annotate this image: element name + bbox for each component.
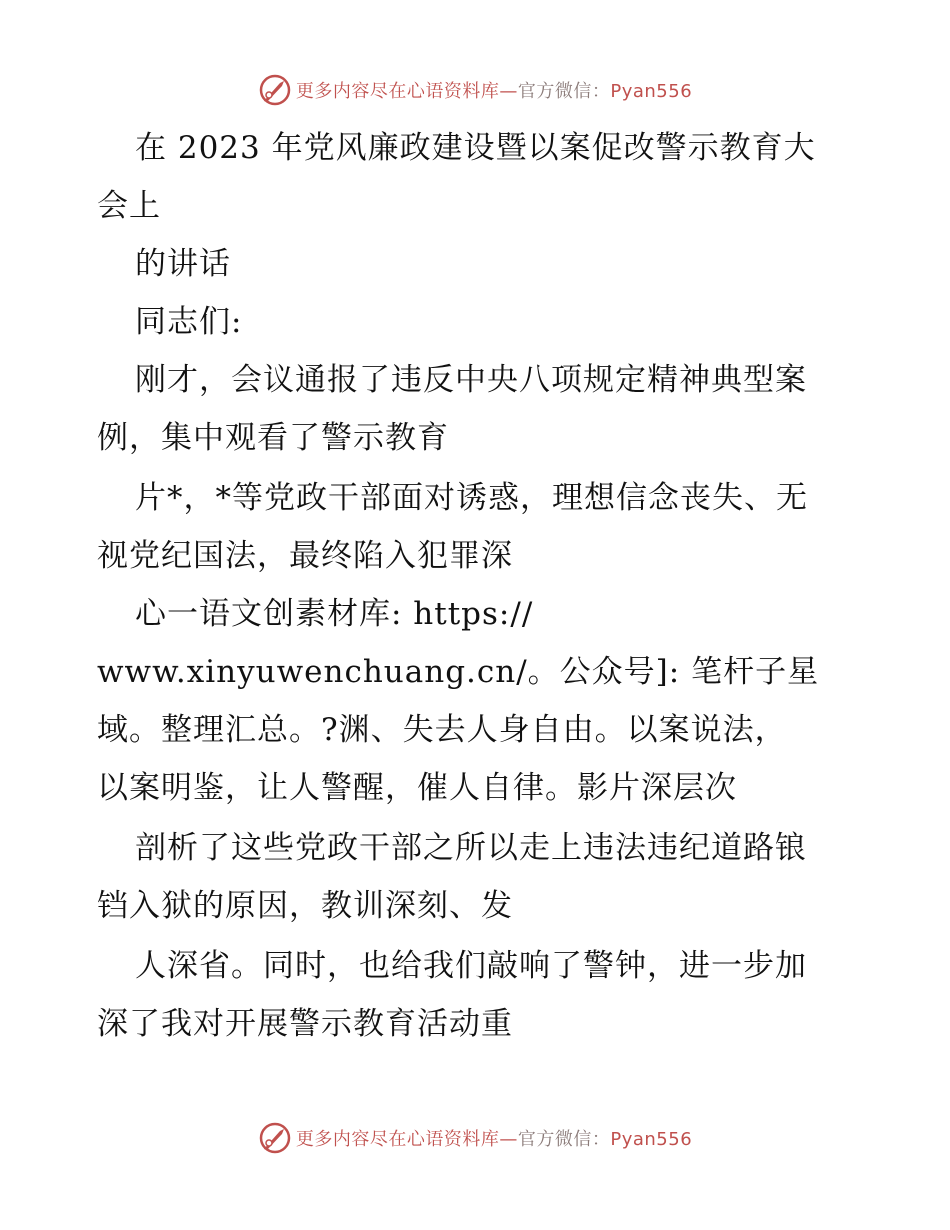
- title-line-3: 的讲话: [135, 246, 231, 282]
- paragraph-line: www.xinyuwenchuang.cn/。公众号]: 笔杆子星: [97, 654, 820, 690]
- footer-wechat-id: Pyan556: [610, 1129, 693, 1150]
- paragraph-line: 深了我对开展警示教育活动重: [97, 1006, 513, 1042]
- paragraph-line: 例，集中观看了警示教育: [97, 420, 449, 456]
- paragraph-line: 剖析了这些党政干部之所以走上违法违纪道路锒: [135, 830, 807, 866]
- paragraph-line: 以案明鉴，让人警醒，催人自律。影片深层次: [97, 770, 737, 806]
- footer-banner-separator: —: [499, 1129, 518, 1150]
- header-banner-title: 更多内容尽在心语资料库: [295, 81, 500, 102]
- paragraph-line: 片*，*等党政干部面对诱惑，理想信念丧失、无: [135, 480, 808, 516]
- paragraph-line: 域。整理汇总。?渊、失去人身自由。以案说法，: [97, 712, 787, 748]
- footer-watermark-banner: [0, 1118, 950, 1158]
- quill-logo-icon: [258, 1121, 292, 1155]
- paragraph-line: 铛入狱的原因，教训深刻、发: [97, 888, 513, 924]
- header-banner-separator: —: [499, 81, 518, 102]
- salutation: 同志们:: [135, 304, 243, 340]
- paragraph-line: 人深省。同时，也给我们敲响了警钟，进一步加: [135, 948, 807, 984]
- paragraph-line: 刚才，会议通报了违反中央八项规定精神典型案: [135, 362, 807, 398]
- header-wechat-id: Pyan556: [610, 81, 693, 102]
- title-line-2: 会上: [97, 188, 161, 224]
- paragraph-line: 心一语文创素材库: https://: [135, 596, 534, 632]
- footer-banner-title: 更多内容尽在心语资料库: [295, 1129, 500, 1150]
- footer-banner-text: [296, 1125, 692, 1151]
- title-line-1: 在 2023 年党风廉政建设暨以案促改警示教育大: [135, 130, 816, 166]
- footer-wechat-label: 官方微信：: [517, 1129, 611, 1150]
- paragraph-line: 视党纪国法，最终陷入犯罪深: [97, 538, 513, 574]
- header-wechat-label: 官方微信：: [517, 81, 611, 102]
